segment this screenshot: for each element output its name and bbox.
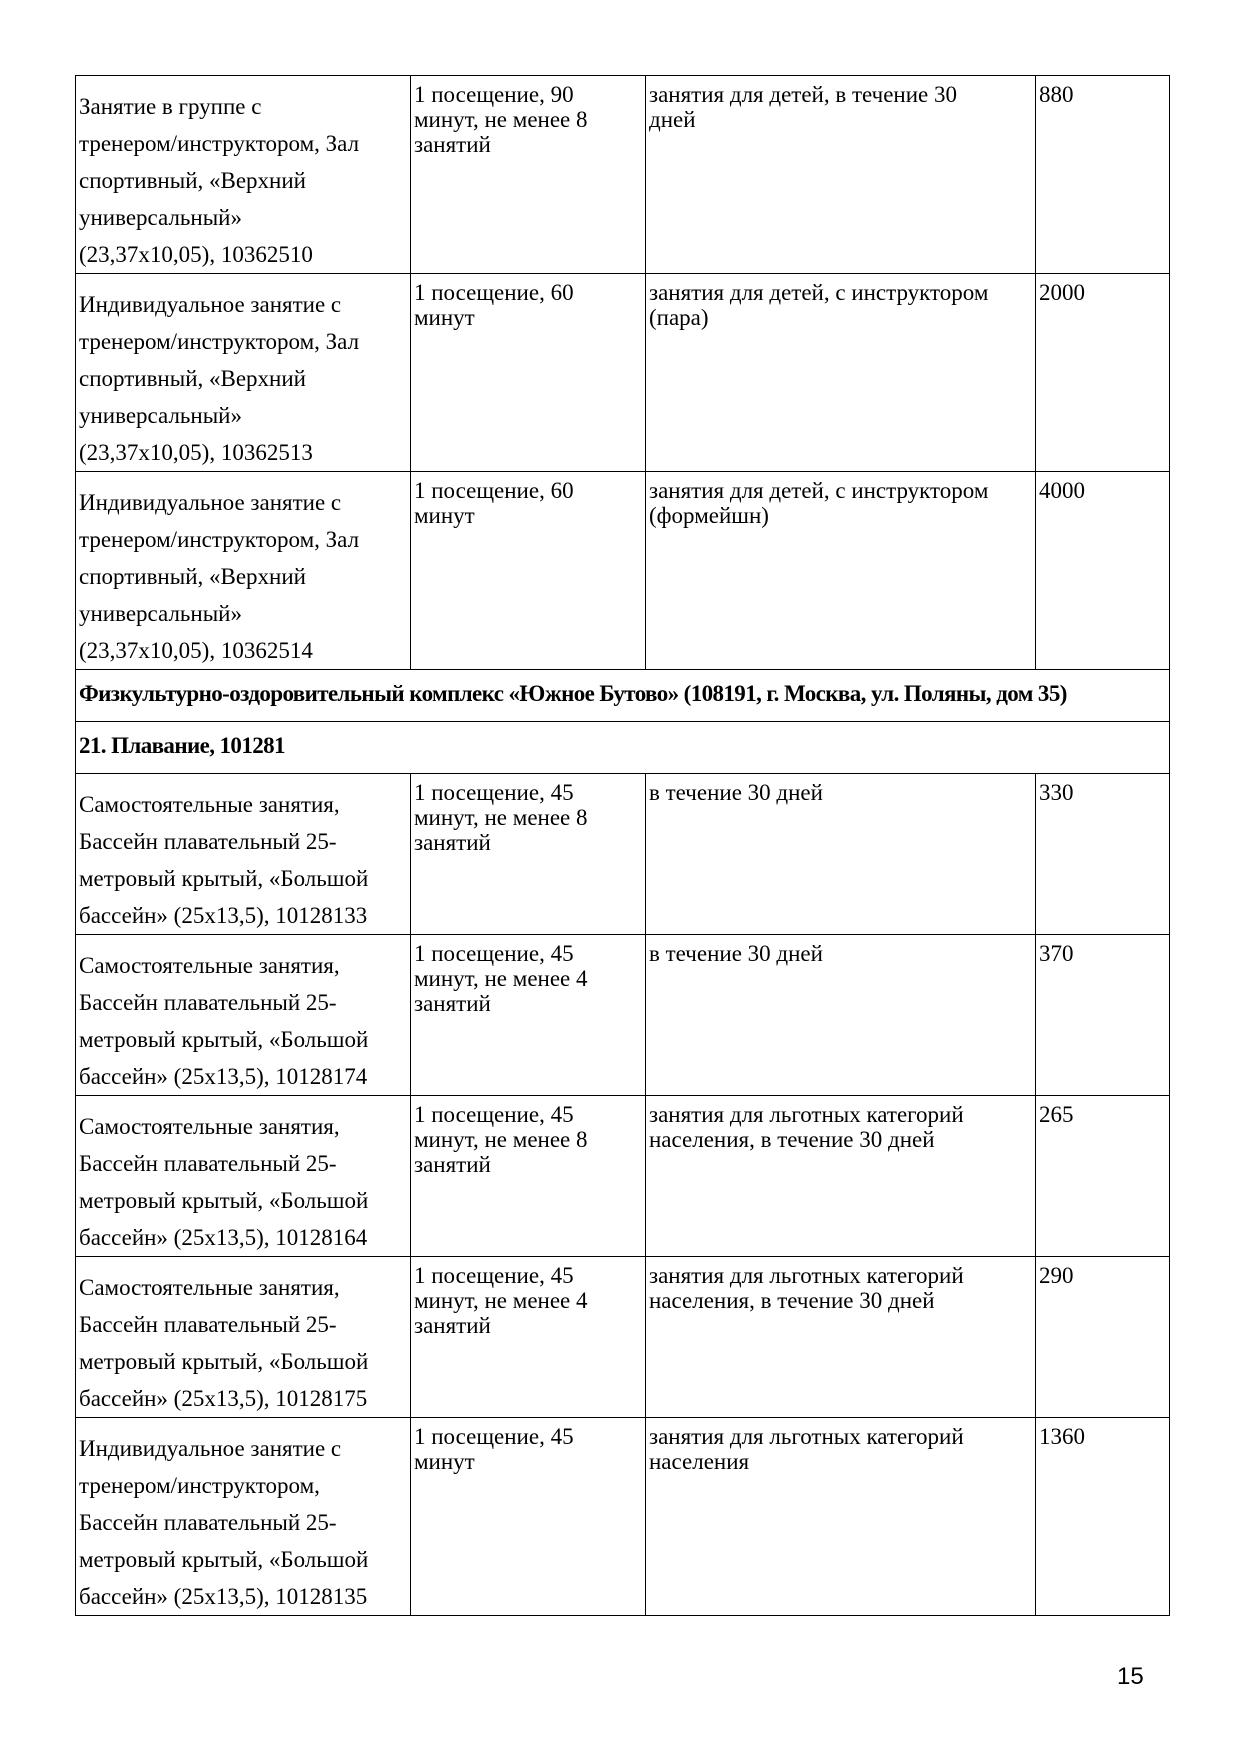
service-line: спортивный, «Верхний [79,366,306,391]
service-line: Бассейн плавательный 25- [79,1151,337,1176]
service-line: универсальный» [79,403,242,428]
duration-line: минут, не менее 8 [414,1127,588,1152]
duration-line: 1 посещение, 60 [414,280,574,305]
price-table-body [76,76,1170,1616]
service-line: Индивидуальное занятие с [79,1436,342,1461]
service-line: Самостоятельные занятия, [79,1275,340,1300]
section-header: 21. Плавание, 101281 [76,722,1170,774]
conditions-line: в течение 30 дней [649,941,823,966]
conditions-cell [646,1096,1036,1257]
conditions-line: занятия для детей, с инструктором [649,280,989,305]
service-line: (23,37х10,05), 10362514 [79,638,313,663]
duration-line: 1 посещение, 45 [414,941,574,966]
table-row [76,1257,1170,1418]
service-line: Индивидуальное занятие с [79,490,342,515]
section-header-row [76,670,1170,722]
service-line: спортивный, «Верхний [79,564,306,589]
duration-line: 1 посещение, 45 [414,1102,574,1127]
conditions-cell [646,274,1036,472]
duration-line: 1 посещение, 90 [414,82,574,107]
table-row [76,274,1170,472]
service-line: метровый крытый, «Большой [79,1027,369,1052]
duration-cell [411,1257,646,1418]
conditions-cell [646,76,1036,274]
service-line: тренером/инструктором, Зал [79,527,360,552]
conditions-line: занятия для льготных категорий [649,1424,964,1449]
service-line: метровый крытый, «Большой [79,866,369,891]
service-line: универсальный» [79,601,242,626]
price-cell: 4000 [1036,472,1170,670]
conditions-line: занятия для детей, с инструктором [649,478,989,503]
duration-line: занятий [414,991,491,1016]
service-line: бассейн» (25х13,5), 10128175 [79,1386,368,1411]
duration-line: 1 посещение, 60 [414,478,574,503]
service-cell [76,935,411,1096]
conditions-line: (формейшн) [649,503,769,528]
duration-line: 1 посещение, 45 [414,780,574,805]
price-cell: 2000 [1036,274,1170,472]
duration-cell [411,76,646,274]
service-line: бассейн» (25х13,5), 10128174 [79,1064,368,1089]
duration-cell [411,1096,646,1257]
service-line: спортивный, «Верхний [79,168,306,193]
duration-cell [411,472,646,670]
price-cell: 1360 [1036,1418,1170,1616]
table-row [76,1096,1170,1257]
service-line: бассейн» (25х13,5), 10128135 [79,1584,368,1609]
service-line: тренером/инструктором, Зал [79,329,360,354]
duration-line: занятий [414,1152,491,1177]
price-cell: 290 [1036,1257,1170,1418]
service-cell [76,76,411,274]
price-cell: 370 [1036,935,1170,1096]
conditions-cell [646,472,1036,670]
service-line: Самостоятельные занятия, [79,1114,340,1139]
duration-line: минут, не менее 4 [414,1288,588,1313]
duration-line: минут, не менее 8 [414,805,588,830]
service-line: тренером/инструктором, Зал [79,131,360,156]
duration-line: минут [414,1449,475,1474]
table-row [76,774,1170,935]
table-row [76,935,1170,1096]
service-line: тренером/инструктором, [79,1473,320,1498]
conditions-line: (пара) [649,305,709,330]
duration-line: минут [414,503,475,528]
duration-line: минут, не менее 4 [414,966,588,991]
table-row [76,472,1170,670]
service-line: Бассейн плавательный 25- [79,990,337,1015]
conditions-line: населения [649,1449,750,1474]
service-line: Бассейн плавательный 25- [79,1510,337,1535]
table-row [76,76,1170,274]
duration-line: 1 посещение, 45 [414,1263,574,1288]
service-line: Занятие в группе с [79,94,262,119]
service-cell [76,472,411,670]
conditions-line: населения, в течение 30 дней [649,1288,935,1313]
service-cell [76,774,411,935]
service-cell [76,274,411,472]
section-header: Физкультурно-оздоровительный комплекс «Южное Бутово» (108191, г. Москва, ул. Поляны, дом 35) [76,670,1170,722]
duration-cell [411,1418,646,1616]
service-line: метровый крытый, «Большой [79,1188,369,1213]
service-line: Бассейн плавательный 25- [79,1312,337,1337]
conditions-line: занятия для льготных категорий [649,1102,964,1127]
conditions-line: дней [649,107,696,132]
price-cell: 265 [1036,1096,1170,1257]
service-line: бассейн» (25х13,5), 10128164 [79,1225,368,1250]
service-line: Самостоятельные занятия, [79,792,340,817]
duration-line: занятий [414,1313,491,1338]
price-cell: 880 [1036,76,1170,274]
duration-line: минут [414,305,475,330]
service-line: Самостоятельные занятия, [79,953,340,978]
service-line: метровый крытый, «Большой [79,1547,369,1572]
conditions-cell [646,1418,1036,1616]
section-header-row [76,722,1170,774]
service-line: метровый крытый, «Большой [79,1349,369,1374]
price-table [75,75,1170,1616]
service-line: (23,37х10,05), 10362510 [79,242,313,267]
duration-line: минут, не менее 8 [414,107,588,132]
service-line: Индивидуальное занятие с [79,292,342,317]
service-cell [76,1257,411,1418]
duration-cell [411,935,646,1096]
page-number: 15 [1117,1663,1144,1690]
service-line: (23,37х10,05), 10362513 [79,440,313,465]
price-table-container [75,75,1169,1616]
table-row [76,1418,1170,1616]
service-cell [76,1418,411,1616]
service-line: бассейн» (25х13,5), 10128133 [79,903,368,928]
duration-line: занятий [414,132,491,157]
duration-line: 1 посещение, 45 [414,1424,574,1449]
duration-cell [411,774,646,935]
duration-cell [411,274,646,472]
conditions-line: занятия для детей, в течение 30 [649,82,958,107]
duration-line: занятий [414,830,491,855]
service-line: Бассейн плавательный 25- [79,829,337,854]
service-line: универсальный» [79,205,242,230]
price-cell: 330 [1036,774,1170,935]
conditions-line: в течение 30 дней [649,780,823,805]
conditions-cell [646,774,1036,935]
conditions-cell [646,935,1036,1096]
service-cell [76,1096,411,1257]
conditions-cell [646,1257,1036,1418]
conditions-line: населения, в течение 30 дней [649,1127,935,1152]
conditions-line: занятия для льготных категорий [649,1263,964,1288]
